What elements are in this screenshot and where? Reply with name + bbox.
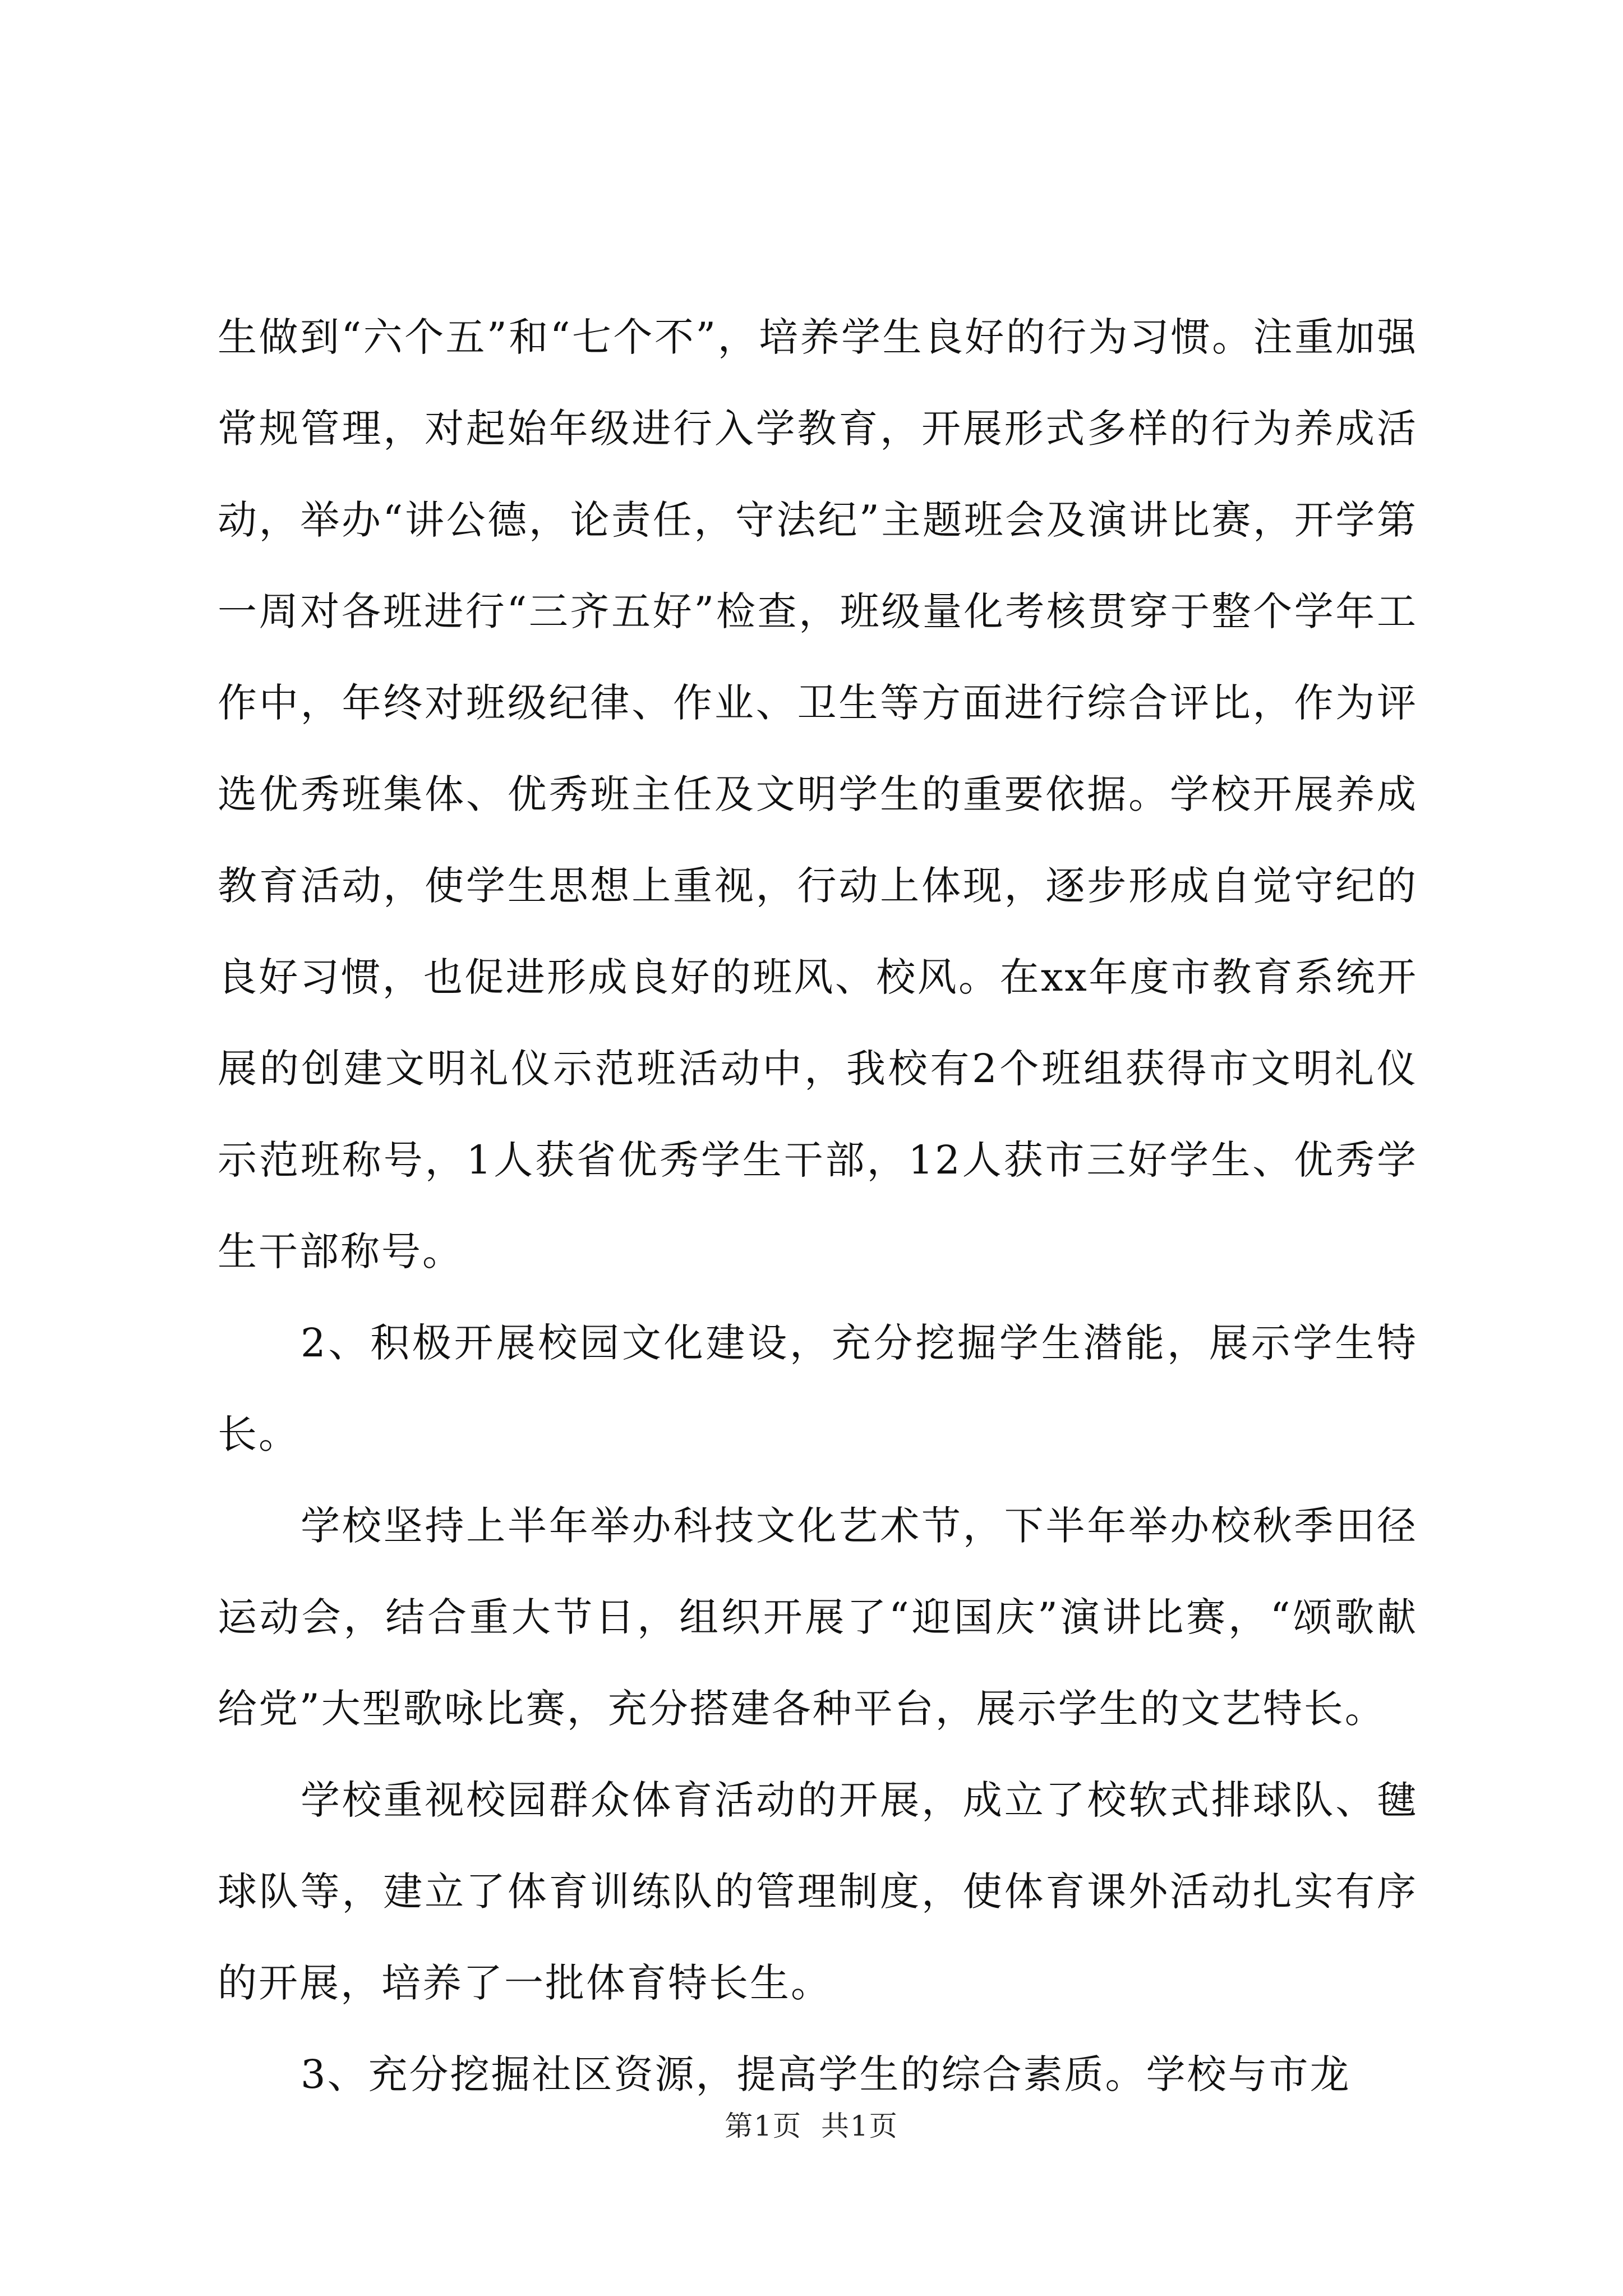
paragraph-1: 生做到“六个五”和“七个不”，培养学生良好的行为习惯。注重加强常规管理，对起始年级进行入学教育，开展形式多样的行为养成活动，举办“讲公德，论责任，守法纪”主题班会及演讲比赛，开学第一周对各班进行“三齐五好”检查，班级量化考核贯穿于整个学年工作中，年终对班级纪律、作业、卫生等方面进行综合评比，作为评选优秀班集体、优秀班主任及文明学生的重要依据。学校开展养成教育活动，使学生思想上重视，行动上体现，逐步形成自觉守纪的良好习惯，也促进形成良好的班风、校风。在xx年度市教育系统开展的创建文明礼仪示范班活动中，我校有2个班组获得市文明礼仪示范班称号，1人获省优秀学生干部，12人获市三好学生、优秀学生干部称号。 <box>218 314 1418 1274</box>
document-body <box>218 292 1418 2120</box>
page-total: 共1页 <box>821 2110 898 2142</box>
page-number: 第1页 <box>725 2110 802 2142</box>
paragraph-5: 3、充分挖掘社区资源，提高学生的综合素质。学校与市龙 <box>301 2051 1351 2097</box>
paragraph-4: 学校重视校园群众体育活动的开展，成立了校软式排球队、毽球队等，建立了体育训练队的管理制度，使体育课外活动扎实有序的开展，培养了一批体育特长生。 <box>218 1777 1418 2006</box>
page-footer <box>0 2106 1623 2146</box>
paragraph-3: 学校坚持上半年举办科技文化艺术节，下半年举办校秋季田径运动会，结合重大节日，组织开展了“迎国庆”演讲比赛，“颂歌献给党”大型歌咏比赛，充分搭建各种平台，展示学生的文艺特长。 <box>218 1503 1418 1732</box>
paragraph-2-heading: 2、积极开展校园文化建设，充分挖掘学生潜能，展示学生特长。 <box>218 1320 1418 1457</box>
